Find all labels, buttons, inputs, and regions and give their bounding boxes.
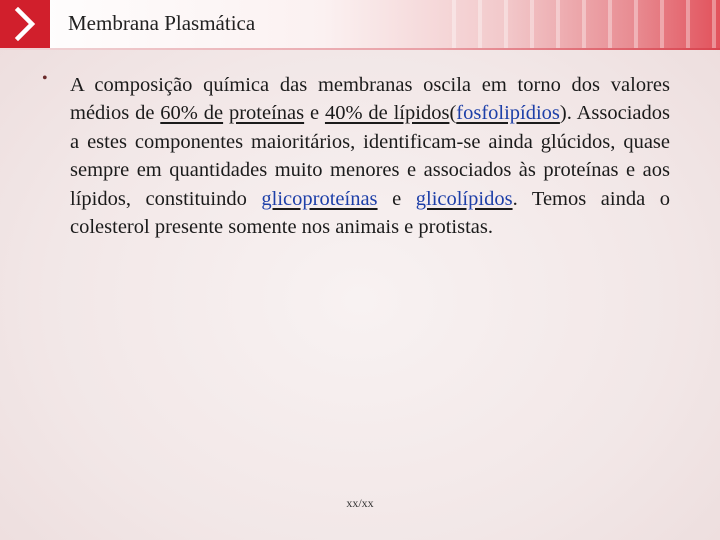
text-segment: e xyxy=(377,187,416,210)
text-segment: e xyxy=(304,102,325,125)
underlined-40-percent-lipidos: 40% de lípidos xyxy=(324,102,450,125)
text-segment: ). Associados a estes componentes maioritários, identificam-se ainda glúcidos, quase sempre em quantidades muito menores e associados às proteínas e aos lípidos, constituindo xyxy=(70,102,670,210)
underlined-proteinas: proteínas xyxy=(228,102,305,125)
text-segment: ( xyxy=(449,102,457,125)
chevron-right-icon xyxy=(10,7,40,41)
bullet-paragraph xyxy=(70,71,670,241)
link-glicolipidos[interactable]: glicolípidos xyxy=(415,187,513,210)
header-divider xyxy=(0,48,720,50)
header-decoration xyxy=(430,0,720,48)
bullet-marker: • xyxy=(42,70,48,87)
logo-block xyxy=(0,0,50,48)
underlined-60-percent: 60% de xyxy=(160,102,224,125)
text-segment: A composição química das membranas oscila em torno dos valores médios de xyxy=(70,74,670,125)
link-fosfolipidios[interactable]: fosfolipídios xyxy=(456,102,560,125)
text-segment: . Temos ainda o colesterol presente somente nos animais e protistas. xyxy=(70,187,670,239)
slide-title: Membrana Plasmática xyxy=(68,11,256,35)
slide-number: xx/xx xyxy=(346,496,374,510)
link-glicoproteinas[interactable]: glicoproteínas xyxy=(261,187,378,210)
